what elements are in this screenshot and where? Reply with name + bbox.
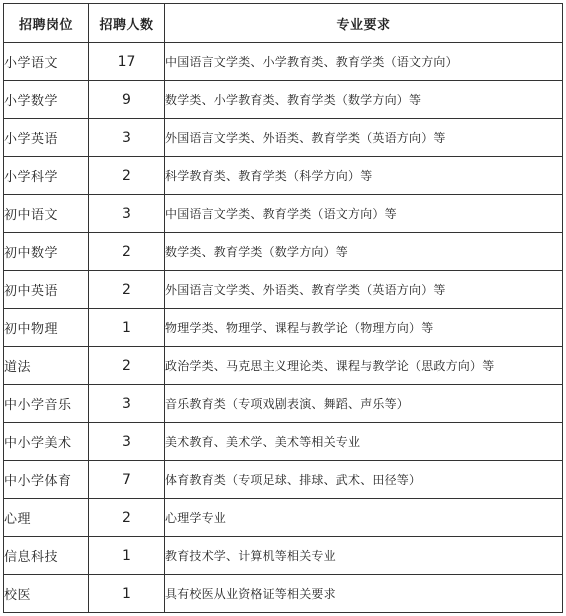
post-cell: 校医 — [4, 575, 89, 613]
table-row — [4, 271, 563, 309]
post-cell: 中小学体育 — [4, 461, 89, 499]
requirement-cell: 政治学类、马克思主义理论类、课程与教学论（思政方向）等 — [165, 347, 563, 385]
count-cell: 3 — [89, 195, 165, 233]
header-count: 招聘人数 — [89, 4, 165, 43]
table-row — [4, 423, 563, 461]
table-row — [4, 347, 563, 385]
table-row — [4, 385, 563, 423]
requirement-cell: 外国语言文学类、外语类、教育学类（英语方向）等 — [165, 271, 563, 309]
post-cell: 中小学音乐 — [4, 385, 89, 423]
post-cell: 小学英语 — [4, 119, 89, 157]
table-row — [4, 461, 563, 499]
count-cell: 17 — [89, 43, 165, 81]
table-row — [4, 575, 563, 613]
table-row — [4, 81, 563, 119]
table-row — [4, 233, 563, 271]
count-cell: 1 — [89, 537, 165, 575]
post-cell: 初中物理 — [4, 309, 89, 347]
requirement-cell: 物理学类、物理学、课程与教学论（物理方向）等 — [165, 309, 563, 347]
post-cell: 初中英语 — [4, 271, 89, 309]
count-cell: 2 — [89, 499, 165, 537]
requirement-cell: 中国语言文学类、小学教育类、教育学类（语文方向） — [165, 43, 563, 81]
requirement-cell: 具有校医从业资格证等相关要求 — [165, 575, 563, 613]
count-cell: 2 — [89, 233, 165, 271]
post-cell: 初中语文 — [4, 195, 89, 233]
post-cell: 初中数学 — [4, 233, 89, 271]
count-cell: 3 — [89, 423, 165, 461]
count-cell: 2 — [89, 157, 165, 195]
table-row — [4, 499, 563, 537]
post-cell: 心理 — [4, 499, 89, 537]
post-cell: 小学数学 — [4, 81, 89, 119]
table-row — [4, 195, 563, 233]
post-cell: 中小学美术 — [4, 423, 89, 461]
requirement-cell: 科学教育类、教育学类（科学方向）等 — [165, 157, 563, 195]
table-row — [4, 537, 563, 575]
post-cell: 小学科学 — [4, 157, 89, 195]
count-cell: 3 — [89, 119, 165, 157]
requirement-cell: 体育教育类（专项足球、排球、武术、田径等） — [165, 461, 563, 499]
post-cell: 信息科技 — [4, 537, 89, 575]
count-cell: 7 — [89, 461, 165, 499]
count-cell: 2 — [89, 271, 165, 309]
requirement-cell: 美术教育、美术学、美术等相关专业 — [165, 423, 563, 461]
table-header — [4, 4, 563, 43]
table-row — [4, 43, 563, 81]
post-cell: 小学语文 — [4, 43, 89, 81]
count-cell: 1 — [89, 575, 165, 613]
requirement-cell: 数学类、教育学类（数学方向）等 — [165, 233, 563, 271]
requirement-cell: 外国语言文学类、外语类、教育学类（英语方向）等 — [165, 119, 563, 157]
header-post: 招聘岗位 — [4, 4, 89, 43]
count-cell: 1 — [89, 309, 165, 347]
requirement-cell: 中国语言文学类、教育学类（语文方向）等 — [165, 195, 563, 233]
table-row — [4, 309, 563, 347]
count-cell: 3 — [89, 385, 165, 423]
requirement-cell: 心理学专业 — [165, 499, 563, 537]
table-body — [4, 43, 563, 613]
count-cell: 2 — [89, 347, 165, 385]
requirement-cell: 教育技术学、计算机等相关专业 — [165, 537, 563, 575]
header-row — [4, 4, 563, 43]
requirement-cell: 音乐教育类（专项戏剧表演、舞蹈、声乐等） — [165, 385, 563, 423]
table-row — [4, 157, 563, 195]
post-cell: 道法 — [4, 347, 89, 385]
header-requirement: 专业要求 — [165, 4, 563, 43]
requirement-cell: 数学类、小学教育类、教育学类（数学方向）等 — [165, 81, 563, 119]
table-row — [4, 119, 563, 157]
recruitment-table — [3, 3, 563, 613]
count-cell: 9 — [89, 81, 165, 119]
